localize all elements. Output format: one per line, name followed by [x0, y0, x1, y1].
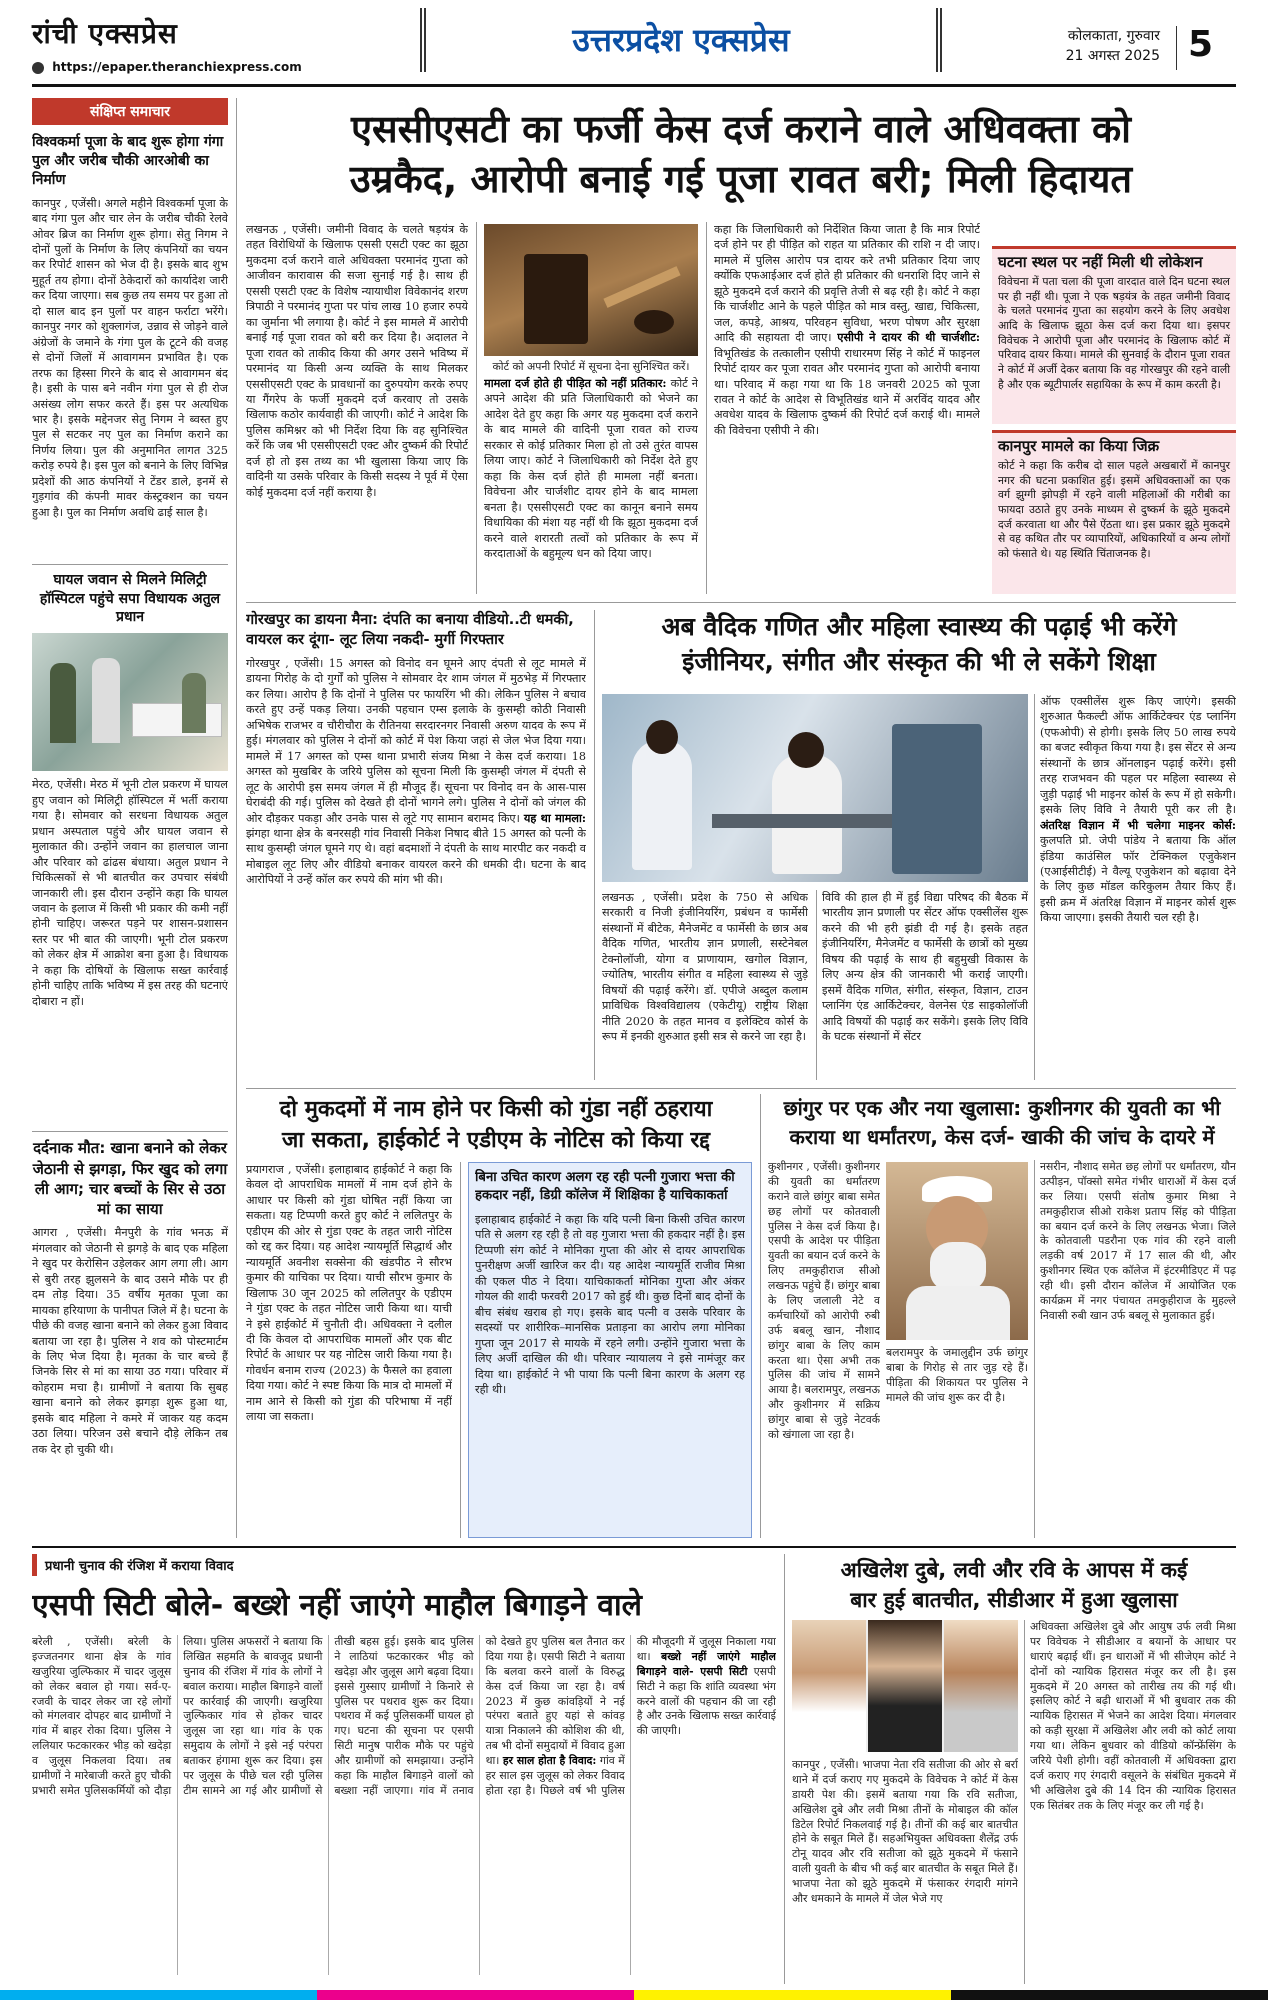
gorakhpur-sub: यह था मामला:: [523, 810, 586, 825]
brief-1-headline: विश्वकर्मा पूजा के बाद शुरू होगा गंगा पुल और जरीब चौकी आरओबी का निर्माण: [32, 134, 224, 188]
masthead: [0, 0, 1268, 80]
brief-label: संक्षिप्त समाचार: [32, 98, 228, 125]
top-story-col3: [714, 222, 980, 594]
sidebox-location-title: घटना स्थल पर नहीं मिली थी लोकेशन: [998, 253, 1203, 271]
sidebox-kanpur-title: कानपुर मामले का किया जिक्र: [998, 437, 1160, 455]
bottom-left-tag: प्रधानी चुनाव की रंजिश में कराया विवाद: [32, 1554, 242, 1576]
vedic-col3-sub: अंतरिक्ष विज्ञान में भी चलेगा माइनर कोर्स:: [1040, 817, 1236, 832]
kushinagar-headline: छांगुर पर एक और नया खुलासा: कुशीनगर की युवती का भी कराया था धर्मांतरण, केस दर्ज- खाकी की जांच के दायरे में: [783, 1096, 1221, 1149]
gorakhpur-body: गोरखपुर , एजेंसी। 15 अगस्त को विनोद वन घूमने आए दंपती से लूट मामले में डायना गिरोह के दो गुर्गों को पुलिस ने सोमवार देर शाम जंगल में मुठभेड़ में गिरफ्तार कर लिया। आरोप है कि दोनों ने पुलिस पर फायरिंग भी की। लेकिन पुलिस ने बचाव करते हुए उन्हें पकड़ लिया। उनकी पहचान एम्स इलाके के कुसम्ही कोठी निवासी अभिषेक राजभर व चौरीचौरा के रौतिनया सरदारनगर निवासी अरुण यादव के रूप में हुई। मंगलवार को पुलिस ने दोनों को कोर्ट में पेश किया जहां से जेल भेज दिया गया। मामले में 17 अगस्त को एम्स थाना प्रभारी संजय मिश्रा ने केस दर्ज कराया। 18 अगस्त को मुखबिर के जरिये पुलिस को सूचना मिली कि कुसम्ही जंगल में दंपती से लूट के आरोपी इस समय जंगल में ही मौजूद हैं। सूचना पर विनोद वन के आस-पास घेराबंदी की गई। पुलिस को देखते ही दोनों भागने लगे। पुलिस ने दोनों को जंगल की ओर दौड़कर पकड़ा और उनके पास से लूटे गए सामान बरामद किए। यह था मामला: झंगहा थाना क्षेत्र के बनरसही गांव निवासी निकेश निषाद बीते 15 अगस्त को पत्नी के साथ कुसम्ही जंगल घूमने गए थे। वहां बदमाशों ने दंपती के साथ मारपीट कर नकदी व मोबाइल लूट लिए और वीडियो बनाकर वायरल करने की धमकी दी। घटना के बाद आरोपियों ने उन्हें कॉल कर रुपये की मांग भी की।: [246, 657, 586, 887]
city-day: कोलकाता, गुरुवार: [1067, 28, 1160, 44]
top-story-photo-caption: कोर्ट को अपनी रिपोर्ट में सूचना देना सुनिश्चित करें।: [492, 360, 690, 373]
top-story-headline: एससीएसटी का फर्जी केस दर्ज कराने वाले अधिवक्ता को उम्रकैद, आरोपी बनाई गई पूजा रावत बरी; मिली हिदायत: [349, 107, 1133, 202]
gorakhpur-headline: गोरखपुर का डायना मैना: दंपति का बनाया वीडियो..टी धमकी, वायरल कर दूंगा- लूट लिया नकदी- मुर्गी गिरफ्तार: [246, 612, 574, 648]
bottom-right-col2: अधिवक्ता अखिलेश दुबे और आयुष उर्फ लवी मिश्रा पर विवेचक ने सीडीआर व बयानों के आधार पर धाराएं बढ़ाई थीं। इन धाराओं में भी सीजेएम कोर्ट ने दोनों को न्यायिक हिरासत मंजूर कर ली है। इस मुकदमे में 20 अगस्त को तारीख तय की गई थी। इसलिए कोर्ट ने बढ़ी धाराओं में भी बुधवार तक की न्यायिक हिरासत में भेजने का आदेश दिया। मंगलवार को कड़ी सुरक्षा में अखिलेश और लवी को कोर्ट लाया गया था। लेकिन बुधवार को वीडियो कॉन्फ्रेंसिंग के जरिये पेशी होगी। वहीं कोतवाली में अधिवक्ता द्वारा दर्ज कराए गए रंगदारी वसूलने के संबंधित मुकदमे में भी अखिलेश दुबे की 14 दिन की न्यायिक हिरासत एक सितंबर तक के लिए मंजूर कर ली गई है।: [1030, 1620, 1236, 1812]
top-story-col2: [484, 376, 698, 594]
bottom-right-photos: [792, 1620, 1018, 1752]
goonda-body: प्रयागराज , एजेंसी। इलाहाबाद हाईकोर्ट ने कहा कि केवल दो आपराधिक मामलों में नाम दर्ज होने के आधार पर किसी को गुंडा घोषित नहीं किया जा सकता। यह टिप्पणी करते हुए कोर्ट ने ललितपुर के एडीएम की ओर से गुंडा एक्ट के तहत जारी नोटिस को रद्द कर दिया। यह आदेश न्यायमूर्ति सिद्धार्थ और न्यायमूर्ति अवनीश सक्सेना की खंडपीठ ने सौरभ कुमार की याचिका पर दिया। याची सौरभ कुमार के खिलाफ 30 जून 2025 को ललितपुर के एडीएम ने गुंडा एक्ट के तहत नोटिस जारी किया था। याची ने इसे हाईकोर्ट में चुनौती दी। अधिवक्ता ने दलील दी कि केवल दो आपराधिक मामलों और एक बीट रिपोर्ट के आधार पर यह नोटिस जारी किया गया है। गोवर्धन बनाम राज्य (2023) के फैसले का हवाला दिया गया। कोर्ट ने स्पष्ट किया कि मात्र दो मामलों में नाम आने से किसी को गुंडा की परिभाषा में नहीं लाया जा सकता।: [246, 1163, 452, 1424]
section-title: उत्तरप्रदेश एक्सप्रेस: [572, 21, 790, 59]
print-color-bar: [0, 1990, 1268, 2000]
vedic-col2: विवि की हाल ही में हुई विद्या परिषद की बैठक में भारतीय ज्ञान प्रणाली पर सेंटर ऑफ एक्सीलेंस शुरू करने की भी हरी झंडी दी गई है। इसके तहत इंजीनियरिंग, मैनेजमेंट व फार्मेसी के छात्रों को मुख्य विषय की पढ़ाई के साथ ही बहुमुखी विकास के लिए अन्य क्षेत्र की जानकारी भी कराई जाएगी। इसमें वैदिक गणित, संगीत, संस्कृत, विज्ञान, टाउन प्लानिंग एंड आर्किटेक्चर, वेलनेस एंड साइकोलॉजी आदि विषयों की पढ़ाई कर सकेंगे। इसके लिए विवि के घटक संस्थानों में सेंटर: [822, 891, 1028, 1044]
kushinagar-col1b: बलरामपुर के जमालुद्दीन उर्फ छांगुर बाबा के गिरोह से तार जुड़ रहे हैं। पीड़िता की शिकायत पर पुलिस ने मामले की जांच शुरू कर दी है।: [886, 1346, 1028, 1404]
bottom-right-col1: कानपुर , एजेंसी। भाजपा नेता रवि सतीजा की ओर से बर्रा थाने में दर्ज कराए गए मुकदमे के विवेचक ने कोर्ट में केस डायरी पेश की। इसमें बताया गया कि रवि सतीजा, अखिलेश दुबे और लवी मिश्रा तीनों के मोबाइल की कॉल डिटेल रिपोर्ट निकलवाई गई है। तीनों की कई बार बातचीत होने के सबूत मिले हैं। सहअभियुक्त अधिवक्ता शैलेंद्र उर्फ टोनू यादव और रवि सतीजा को झूठे मुकदमे में फंसाने वाली युवती के बीच भी कई बार बातचीत के सबूत मिले हैं। भाजपा नेता को झूठे मुकदमे में फंसाकर रंगदारी मांगने और धमकाने के मामले में जेल भेजे गए: [792, 1758, 1018, 1906]
top-story-col3-body: कहा कि जिलाधिकारी को निर्देशित किया जाता है कि मात्र रिपोर्ट दर्ज होने पर ही पीड़ित को राहत या प्रतिकार की राशि न दी जाए। मामले में पुलिस आरोप पत्र दायर करे तभी प्रतिकार दिया जाए क्योंकि एफआईआर दर्ज होते ही प्रतिकार की धनराशि दिए जाने से झूठे मुकदमे दर्ज कराने की प्रवृत्ति तेजी से बढ़ रही है। कोर्ट ने कहा कि चार्जशीट आने के पहले पीड़ित को मात्र वस्तु, खाद्य, चिकित्सा, जल, कपड़े, आश्रय, परिवहन सुविधा, भरण पोषण और सुरक्षा आदि की सहायता दी जाए।: [714, 223, 980, 345]
globe-icon: [32, 62, 44, 74]
brief-2-photo: [32, 633, 228, 771]
kushinagar-col2: नसरीन, नौशाद समेत छह लोगों पर धर्मांतरण, यौन उत्पीड़न, पॉक्सो समेत गंभीर धाराओं में केस दर्ज कर लिया। एसपी संतोष कुमार मिश्रा ने तमकुहीराज सीओ राकेश प्रताप सिंह को पीड़िता का बयान दर्ज करने के लिए लखनऊ भेजा। जिले के कोतवाली पडरौना एक गांव की रहने वाली लड़की वर्ष 2017 में 17 साल की थी, और कुशीनगर स्थित एक कॉलेज में इंटरमीडिएट में पढ़ रही थी। इसी दौरान कॉलेज में आयोजित एक कार्यक्रम में नगर पंचायत तमकुहीराज के मुहल्ले निवासी रुबी खान उर्फ बबलू से मुलाकात हुई।: [1040, 1160, 1236, 1322]
goonda-headline: दो मुकदमों में नाम होने पर किसी को गुंडा नहीं ठहराया जा सकता, हाईकोर्ट ने एडीएम के नोटिस को किया रद्द: [279, 1097, 713, 1154]
vedic-col1: लखनऊ , एजेंसी। प्रदेश के 750 से अधिक सरकारी व निजी इंजीनियरिंग, प्रबंधन व फार्मेसी संस्थानों में बीटेक, मैनेजमेंट व फार्मेसी के छात्र अब वैदिक गणित, भारतीय ज्ञान प्रणाली, सस्टेनेबल टेक्नोलॉजी, योगा व प्राणायाम, खगोल विज्ञान, ज्योतिष, भारतीय संगीत व महिला स्वास्थ्य से जुड़े विषयों की पढ़ाई करेंगे। डॉ. एपीजे अब्दुल कलाम प्राविधिक विश्वविद्यालय (एकेटीयू) राष्ट्रीय शिक्षा नीति 2020 के तहत मानव व इलेक्टिव कोर्स के रूप में इनकी शुरुआत इसी सत्र से करने जा रहा है।: [602, 891, 808, 1044]
brief-3-headline: दर्दनाक मौत: खाना बनाने को लेकर जेठानी से झगड़ा, फिर खुद को लगा ली आग; चार बच्चों के सिर से उठा मां का साया: [32, 1139, 228, 1219]
brief-2-body: मेरठ, एजेंसी। मेरठ में भूनी टोल प्रकरण में घायल हुए जवान को मिलिट्री हॉस्पिटल में भर्ती कराया गया है। सोमवार को सरधना विधायक अतुल प्रधान अस्पताल पहुंचे और घायल जवान से मुलाकात की। उन्होंने जवान का हालचाल जाना और परिवार को ढांढस बंधाया। अतुल प्रधान ने चिकित्सकों से भी बातचीत कर उपचार संबंधी जानकारी ली। इस दौरान उन्होंने कहा कि घायल जवान के इलाज में किसी भी प्रकार की कमी नहीं होनी चाहिए। जरूरत पड़ने पर शासन-प्रशासन स्तर पर भी बात की जाएगी। भूनी टोल प्रकरण को लेकर क्षेत्र में आक्रोश बना हुआ है। विधायक ने कहा कि दोषियों के खिलाफ सख्त कार्रवाई होनी चाहिए ताकि भविष्य में इस तरह की घटनाएं दोबारा न हों।: [32, 778, 228, 1008]
dateline: [980, 26, 1160, 67]
bottom-left-story: [32, 1554, 776, 1984]
issue-date: 21 अगस्त 2025: [1065, 48, 1160, 65]
kushinagar-photo: [886, 1162, 1028, 1340]
top-story-col1: लखनऊ , एजेंसी। जमीनी विवाद के चलते षड़यंत्र के तहत विरोधियों के खिलाफ एससी एसटी एक्ट का झूठा मुकदमा दर्ज कराने वाले अधिवक्ता परमानंद गुप्ता को आजीवन कारावास की सजा सुनाई गई है। साथ ही एससी एसटी एक्ट के विशेष न्यायाधीश विवेकानंद शरण त्रिपाठी ने परमानंद गुप्ता पर पांच लाख 10 हजार रुपये का जुर्माना भी लगाया है। कोर्ट ने इस मामले में आरोपी बनाई गई पूजा रावत को बरी कर दिया है। अदालत ने पूजा रावत को ताकीद किया की अगर उसने भविष्य में परमानंद या किसी अन्य व्यक्ति के साथ मिलकर एससीएसटी एक्ट के प्रावधानों का दुरुपयोग करके रुपए या गैंगरेप के फर्जी मुकदमे दर्ज करवाए तो उसके खिलाफ कठोर कार्यवाही की जाएगी। कोर्ट ने आदेश कि पुलिस कमिश्नर को भी निर्देश दिया कि वह सुनिश्चित करें कि जब भी एससीएसटी एक्ट और दुष्कर्म की रिपोर्ट दर्ज हो तो इस तथ्य का भी खुलासा किया जाए कि वादिनी या उसके परिवार के किसी सदस्य ने पूर्व में ऐसा कोई मुकदमा दर्ज नहीं कराया है।: [246, 223, 468, 499]
kushinagar-col1: कुशीनगर , एजेंसी। कुशीनगर की युवती का धर्मांतरण कराने वाले छांगुर बाबा समेत छह लोगों पर कोतवाली पुलिस ने केस दर्ज किया है। एसपी के आदेश पर पीड़िता युवती का बयान दर्ज करने के लिए तमकुहीराज सीओ लखनऊ पहुंचे हैं। छांगुर बाबा के लिए जलाली नेटे व कर्मचारियों को आरोपी रुबी उर्फ बबलू खान, नौशाद छांगुर बाबा के लिए काम करता था। ऐसा अभी तक पुलिस की जांच में सामने आया है। बलरामपुर, लखनऊ और कुशीनगर में सक्रिय छांगुर बाबा से जुड़े नेटवर्क को खंगाला जा रहा है।: [768, 1160, 880, 1442]
vedic-col3: ऑफ एक्सीलेंस शुरू किए जाएंगे। इसकी शुरुआत फैकल्टी ऑफ आर्किटेक्चर एंड प्लानिंग (एफओपी) से होगी। इसके लिए 50 लाख रुपये का बजट स्वीकृत किया गया है। इस सेंटर से अन्य संस्थानों के छात्र ऑनलाइन पढ़ाई करेंगे। इसी तरह राजभवन की पहल पर महिला स्वास्थ्य से जुड़ी पढ़ाई भी माइनर कोर्स के रूप में हो सकेगी। इसके लिए विवि ने तैयारी पूरी कर ली है। अंतरिक्ष विज्ञान में भी चलेगा माइनर कोर्स: कुलपति प्रो. जेपी पांडेय ने बताया कि ऑल इंडिया काउंसिल फॉर टेक्निकल एजुकेशन (एआईसीटीई) ने वैल्यू एजुकेशन को बढ़ावा देने के लिए कुछ मॉडल करिकुलम तैयार किए हैं। इसी क्रम में अंतरिक्ष विज्ञान में माइनर कोर्स शुरू किया जाएगा। इसकी तैयारी चल रही है।: [1040, 695, 1236, 925]
left-brief-column: [32, 98, 228, 1538]
bottom-left-body: बरेली , एजेंसी। बरेली के इज्जतनगर थाना क्षेत्र के गांव खजुरिया जुल्फिकार में चादर जुलूस को लेकर बवाल हो गया। सर्व-ए-रजवी के चादर लेकर जा रहे लोगों को मंगलवार दोपहर बाद ग्रामीणों ने गांव में बाहर रोका दिया। पुलिस ने ललियार फटकारकर भीड़ को खदेड़ा व जुलूस निकलवा दिया। तब ग्रामीणों ने मारेबाजी करते हुए चौकी प्रभारी समेत पुलिसकर्मियों को दौड़ा लिया। पुलिस अफसरों ने बताया कि लिखित सहमति के बावजूद प्रधानी चुनाव की रंजिश में गांव के लोगों ने बवाल कराया। माहौल बिगाड़ने वालों पर कार्रवाई की जाएगी। खजुरिया जुल्फिकार गांव से होकर चादर जुलूस जा रहा था। गांव के एक समुदाय के लोगों ने इसे नई परंपरा बताकर हंगामा शुरू कर दिया। इस पर जुलूस के पीछे चल रही पुलिस टीम सामने आ गई और ग्रामीणों से तीखी बहस हुई। इसके बाद पुलिस ने लाठियां फटकारकर भीड़ को खदेड़ा और जुलूस आगे बढ़वा दिया। इससे गुस्साए ग्रामीणों ने किनारे से पुलिस पर पथराव शुरू कर दिया। पथराव में कई पुलिसकर्मी घायल हो गए। घटना की सूचना पर एसपी सिटी मानुष पारीक मौके पर पहुंचे और ग्रामीणों को समझाया। उन्होंने कहा कि माहौल बिगाड़ने वालों को बख्शा नहीं जाएगा। गांव में तनाव को देखते हुए पुलिस बल तैनात कर दिया गया है। एसपी सिटी ने बताया कि बलवा करने वालों के विरुद्ध केस दर्ज किया जा रहा है। वर्ष 2023 में कुछ कांवड़ियों ने नई परंपरा बताते हुए यहां से कांवड़ यात्रा निकालने की कोशिश की थी, तब भी दोनों समुदायों में विवाद हुआ था। हर साल होता है विवाद: गांव में हर साल इस जुलूस को लेकर विवाद होता रहा है। पिछले वर्ष भी पुलिस की मौजूदगी में जुलूस निकाला गया था। बख्शे नहीं जाएंगे माहौल बिगाड़ने वाले- एसपी सिटी एसपी सिटी ने कहा कि शांति व्यवस्था भंग करने वालों की पहचान की जा रही है और उनके खिलाफ सख्त कार्रवाई की जाएगी।: [32, 1635, 776, 1797]
brief-3-body: आगरा , एजेंसी। मैनपुरी के गांव भनऊ में मंगलवार को जेठानी से झगड़े के बाद एक महिला ने खुद पर केरोसिन उड़ेलकर आग लगा ली। आग से बुरी तरह झुलसने के बाद उसने मौके पर ही दम तोड़ दिया। 35 वर्षीय मृतका पूजा का मायका हरियाणा के पानीपत जिले में है। घटना के पीछे की वजह खाना बनाने को लेकर हुआ विवाद बताया जा रहा है। पुलिस ने शव को पोस्टमार्टम के लिए भेज दिया है। मृतका के चार बच्चे हैं जिनके सिर से मां का साया उठ गया। परिवार में कोहराम मचा है। ग्रामीणों ने बताया कि सुबह खाना बनाने को लेकर झगड़ा शुरू हुआ था, इसके बाद महिला ने कमरे में जाकर यह कदम उठा लिया। परिजन उसे बचाने दौड़े लेकिन तब तक देर हो चुकी थी।: [32, 1226, 228, 1456]
top-story-col2-sub: मामला दर्ज होते ही पीड़ित को नहीं प्रतिकार:: [484, 376, 667, 390]
vedic-headline: अब वैदिक गणित और महिला स्वास्थ्य की पढ़ाई भी करेंगे इंजीनियर, संगीत और संस्कृत की भी ले सकेंगे शिक्षा: [661, 612, 1177, 676]
vedic-photo: [602, 694, 1028, 882]
bottom-left-sub1: हर साल होता है विवाद:: [502, 1754, 597, 1768]
sidebox-kanpur: [992, 430, 1236, 594]
sidebox-location: [992, 246, 1236, 424]
gorakhpur-story: [246, 610, 586, 1080]
dcollege-body: इलाहाबाद हाईकोर्ट ने कहा कि यदि पत्नी बिना किसी उचित कारण पति से अलग रह रही है तो वह गुजारा भत्ता की हकदार नहीं है। इस टिप्पणी संग कोर्ट ने मोनिका गुप्ता की ओर से दायर आपराधिक पुनरीक्षण अर्जी खारिज कर दी। यह आदेश न्यायमूर्ति राजीव मिश्रा की एकल पीठ ने दिया। याचिकाकर्ता मोनिका गुप्ता और अंकर गोयल की शादी फरवरी 2017 को हुई थी। कुछ दिनों बाद दोनों के बीच संबंध खराब हो गए। इसके बाद पत्नी व उसके परिवार के सदस्यों पर शारीरिक–मानसिक प्रताड़ना का आरोप लगा मोनिका गुप्ता जून 2017 से मायके में रहने लगी। उन्होंने गुजारा भत्ता के लिए अर्जी दाखिल की थी। परिवार न्यायालय ने इसे नामंजूर कर दिया था। हाईकोर्ट ने भी पाया कि पत्नी बिना कारण के अलग रह रही थी।: [475, 1212, 745, 1396]
dcollege-box: [468, 1162, 752, 1538]
page-number: 5: [1188, 24, 1214, 65]
brief-1-body: कानपुर , एजेंसी। अगले महीने विश्वकर्मा पूजा के बाद गंगा पुल और चार लेन के जरीब चौकी रेलवे ओवर ब्रिज का निर्माण शुरू होगा। सेतु निगम ने दोनों पुलों के निर्माण के लिए कंपनियों का चयन कर रिपोर्ट शासन को भेज दी है। इसके बाद शुभ मुहूर्त तय होगा। दोनों ठेकेदारों को कार्यादेश जारी कर दिया जाएगा। सब कुछ तय समय पर हुआ तो दो साल बाद इन पुलों पर वाहन फर्राटा भरेंगे। कानपुर नगर को शुक्लागंज, उन्नाव से जोड़ने वाले अंग्रेजों के जमाने के गंगा पुल के टूटने की वजह से दोनों जिलों में आवागमन प्रभावित है। एक तरफ का हिस्सा गिरने के बाद से आवागमन बंद है। इसी के पास बने नवीन गंगा पुल से ही रोज असंख्य लोग सफर करते हैं। इस पर अत्यधिक भार है। इसके मद्देनजर सेतु निगम ने ब्वस्त हुए पुल से सटकर नए पुल का निर्माण कराने का निर्णय लिया। पुल की अनुमानित लागत 325 करोड़ रुपये है। इस पुल को बनाने के लिए विभिन्न प्रदेशों की आठ कंपनियों ने टेंडर डाले, इनमें से गुड़गांव की कंपनी मावर कंस्ट्रक्शन का चयन हुआ है। पुल का निर्माण अवधि ढाई साल है।: [32, 196, 228, 519]
paper-logo: रांची एक्सप्रेस: [32, 17, 178, 50]
sidebox-location-body: विवेचना में पता चला की पूजा वारदात वाले दिन घटना स्थल पर ही नहीं थी। पूजा ने एक षड़यंत्र के तहत जमीनी विवाद के चलते परमानंद गुप्ता का सहयोग करने के लिए अवधेश आदि के खिलाफ झूठा केस दर्ज करा दिया था। इसपर विवेचक ने आरोपी पूजा और परमानंद के खिलाफ कोर्ट में परिवाद दायर किया। मामले की सुनवाई के दौरान पूजा रावत ने कोर्ट में अर्जी देकर बताया कि वह गोरखपुर की रहने वाली है और एक ब्यूटीपार्लर सहायिका के रूप में काम करती है।: [998, 275, 1230, 391]
bottom-left-sub2: बख्शे नहीं जाएंगे माहौल बिगाड़ने वाले- एसपी सिटी: [636, 1649, 776, 1678]
brief-2-headline: घायल जवान से मिलने मिलिट्री हॉस्पिटल पहुंचे सपा विधायक अतुल प्रधान: [39, 571, 221, 626]
top-story-col3-sub: एसीपी ने दायर की थी चार्जशीट:: [837, 330, 980, 345]
section-banner: [420, 8, 942, 72]
bottom-left-headline: एसपी सिटी बोले- बख्शे नहीं जाएंगे माहौल बिगाड़ने वाले: [32, 1588, 642, 1623]
top-story-photo: [484, 224, 698, 356]
url-line[interactable]: [32, 60, 302, 74]
dcollege-headline: बिना उचित कारण अलग रह रही पत्नी गुजारा भत्ता की हकदार नहीं, डिग्री कॉलेज में शिक्षिका है याचिकाकर्ता: [475, 1170, 735, 1204]
top-story-col3-body-b: विभूतिखंड के तत्कालीन एसीपी राधारमण सिंह ने कोर्ट में फाइनल रिपोर्ट दायर कर पूजा रावत और परमानंद गुप्ता को आरोपी बनाया था। परिवाद में कहा गया था कि 18 जनवरी 2025 को पूजा रावत ने कोर्ट के आदेश से विभूतिखंड थाने में अरविंद यादव और अवधेश यादव के खिलाफ दुष्कर्म की रिपोर्ट दर्ज कराई थी। मामले की विवेचना एसीपी ने की।: [714, 346, 980, 437]
bottom-right-headline: अखिलेश दुबे, लवी और रवि के आपस में कई बार हुई बातचीत, सीडीआर में हुआ खुलासा: [840, 1558, 1188, 1612]
sidebox-kanpur-body: कोर्ट ने कहा कि करीब दो साल पहले अखबारों में कानपुर नगर की घटना प्रकाशित हुई। इसमें अधिवक्ताओं का एक वर्ग झुग्गी झोपड़ी में रहने वाली महिलाओं की गरीबी का फायदा उठाते हुए उनके माध्यम से दुष्कर्म के झूठे मुकदमे दर्ज करवाता था और पैसे ऐंठता था। इस प्रकार झूठे मुकदमे से वह कथित तौर पर व्यापारियों, अधिकारियों व अन्य लोगों को फंसाते थे। यह स्थिति चिंताजनक है।: [998, 459, 1230, 561]
epaper-url[interactable]: https://epaper.theranchiexpress.com: [52, 60, 302, 74]
top-story-col2-body: कोर्ट ने अपने आदेश की प्रति जिलाधिकारी को भेजने का आदेश देते हुए कहा कि अगर यह मुकदमा दर्ज कराने के बाद मामले की वादिनी पूजा रावत को राज्य सरकार से कोई प्रतिकार मिला हो तो उसे तुरंत वापस लिया जाए। कोर्ट ने जिलाधिकारी को निर्देश देते हुए कहा कि केस दर्ज होते ही मामला नहीं बनता। विवेचना और चार्जशीट दायर होने के बाद मामला बनता है। एससीएसटी एक्ट का कानून बनाने समय विधायिका की मंशा यह नहीं थी कि झूठा मुकदमा दर्ज करने वाले शरारती तत्वों को प्रतिकार के रूप में करदाताओं के बहुमूल्य धन को दिया जाए।: [484, 377, 698, 560]
